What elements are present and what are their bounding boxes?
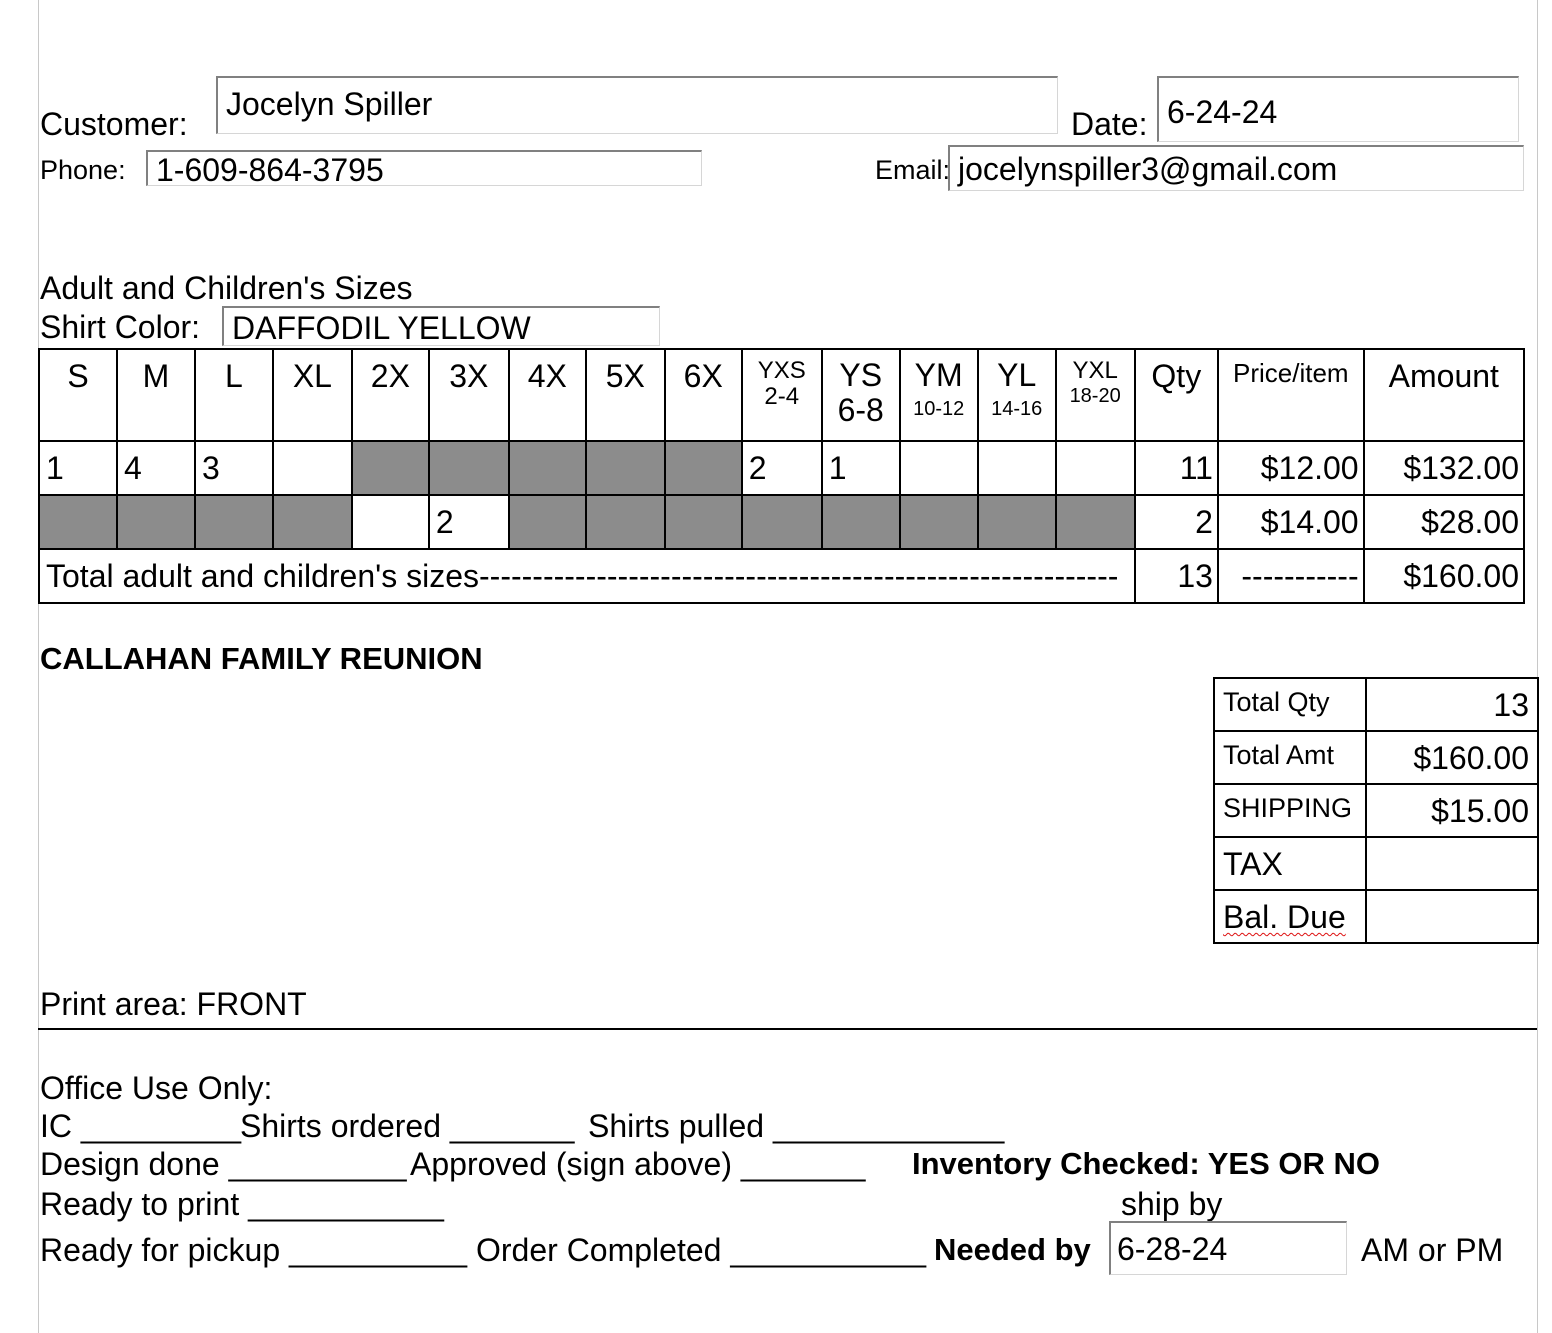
tax-value[interactable] — [1366, 837, 1538, 890]
header-price: Price/item — [1218, 349, 1364, 441]
sizes-table — [38, 348, 1525, 604]
total-row-amount: $160.00 — [1364, 549, 1524, 603]
office-ic: IC _________ — [40, 1108, 242, 1144]
header-l: L — [195, 349, 273, 441]
cell-yl[interactable] — [978, 441, 1056, 495]
email-label: Email: — [875, 155, 951, 185]
total-qty-value: 13 — [1366, 678, 1538, 731]
office-use-title: Office Use Only: — [40, 1070, 273, 1106]
cell-qty: 11 — [1135, 441, 1218, 495]
table-row — [39, 441, 1524, 495]
needed-by-field[interactable]: 6-28-24 — [1109, 1221, 1347, 1275]
section-divider — [38, 1028, 1537, 1030]
cell-yxs[interactable]: 2 — [742, 441, 822, 495]
office-ready-to-print: Ready to print ___________ — [40, 1186, 444, 1222]
cell-2x[interactable] — [352, 495, 429, 549]
cell-6x-disabled — [665, 441, 742, 495]
total-row — [39, 549, 1524, 603]
totals-row-qty — [1214, 678, 1538, 731]
cell-ym[interactable] — [900, 441, 978, 495]
sizes-header-row — [39, 349, 1524, 441]
header-xl: XL — [273, 349, 352, 441]
totals-row-tax — [1214, 837, 1538, 890]
office-inventory-checked: Inventory Checked: YES OR NO — [912, 1146, 1380, 1181]
cell-3x-disabled — [429, 441, 509, 495]
print-area: Print area: FRONT — [40, 986, 307, 1022]
cell-xl-disabled — [273, 495, 352, 549]
header-yxl — [1056, 349, 1135, 441]
tax-label: TAX — [1214, 837, 1366, 890]
cell-yxl[interactable] — [1056, 441, 1135, 495]
office-ready-for-pickup: Ready for pickup __________ — [40, 1232, 467, 1268]
cell-yl-disabled — [978, 495, 1056, 549]
cell-yxs-disabled — [742, 495, 822, 549]
cell-m-disabled — [117, 495, 195, 549]
cell-ys-disabled — [822, 495, 900, 549]
office-shirts-pulled: Shirts pulled _____________ — [588, 1108, 1005, 1144]
shirt-color-label: Shirt Color: — [40, 309, 201, 345]
total-row-qty: 13 — [1135, 549, 1218, 603]
phone-field[interactable]: 1-609-864-3795 — [146, 150, 702, 186]
header-3x: 3X — [429, 349, 509, 441]
office-order-completed: Order Completed ___________ — [476, 1232, 927, 1268]
cell-l[interactable]: 3 — [195, 441, 273, 495]
page-right-edge — [1537, 0, 1538, 1333]
bal-due-text: Bal. Due — [1223, 899, 1346, 935]
cell-4x-disabled — [509, 441, 586, 495]
design-title: CALLAHAN FAMILY REUNION — [40, 641, 483, 676]
header-6x: 6X — [665, 349, 742, 441]
cell-5x-disabled — [586, 495, 665, 549]
email-field[interactable]: jocelynspiller3@gmail.com — [948, 145, 1524, 191]
header-ym-label: YM — [914, 357, 963, 393]
header-yl-range: 14-16 — [991, 398, 1043, 421]
cell-2x-disabled — [352, 441, 429, 495]
cell-l-disabled — [195, 495, 273, 549]
header-yxl-label: YXL — [1072, 357, 1118, 384]
header-yxl-range: 18-20 — [1069, 385, 1121, 408]
needed-by-label: Needed by — [934, 1232, 1091, 1267]
header-5x: 5X — [586, 349, 665, 441]
cell-ym-disabled — [900, 495, 978, 549]
table-row — [39, 495, 1524, 549]
header-yxs-label: YXS — [757, 357, 806, 384]
totals-row-amt — [1214, 731, 1538, 784]
cell-price: $12.00 — [1218, 441, 1364, 495]
header-ys — [822, 349, 900, 441]
bal-due-value[interactable] — [1366, 890, 1538, 943]
shirt-color-field[interactable]: DAFFODIL YELLOW — [222, 306, 660, 346]
header-s: S — [39, 349, 117, 441]
totals-row-bal-due — [1214, 890, 1538, 943]
customer-label: Customer: — [40, 106, 188, 142]
page-left-edge — [38, 0, 39, 1333]
header-2x: 2X — [352, 349, 429, 441]
shipping-label: SHIPPING — [1214, 784, 1366, 837]
header-4x: 4X — [509, 349, 586, 441]
cell-xl[interactable] — [273, 441, 352, 495]
total-amt-label: Total Amt — [1214, 731, 1366, 784]
date-field[interactable]: 6-24-24 — [1157, 76, 1519, 142]
cell-yxl-disabled — [1056, 495, 1135, 549]
totals-table — [1213, 677, 1539, 944]
am-pm-label: AM or PM — [1361, 1232, 1504, 1268]
total-qty-label: Total Qty — [1214, 678, 1366, 731]
date-label: Date: — [1071, 106, 1148, 142]
office-shirts-ordered: Shirts ordered _______ — [240, 1108, 575, 1144]
sizes-section-title: Adult and Children's Sizes — [40, 270, 413, 306]
header-ys-range: 6-8 — [837, 392, 884, 429]
total-row-price: ----------- — [1218, 549, 1364, 603]
bal-due-label — [1214, 890, 1366, 943]
cell-6x-disabled — [665, 495, 742, 549]
cell-price: $14.00 — [1218, 495, 1364, 549]
cell-4x-disabled — [509, 495, 586, 549]
customer-field[interactable]: Jocelyn Spiller — [216, 76, 1058, 134]
header-yl — [978, 349, 1056, 441]
header-ys-label: YS — [839, 357, 883, 393]
header-m: M — [117, 349, 195, 441]
cell-5x-disabled — [586, 441, 665, 495]
shipping-value: $15.00 — [1366, 784, 1538, 837]
office-design-done: Design done __________ — [40, 1146, 407, 1182]
total-amt-value: $160.00 — [1366, 731, 1538, 784]
cell-3x[interactable]: 2 — [429, 495, 509, 549]
cell-m[interactable]: 4 — [117, 441, 195, 495]
cell-amount: $28.00 — [1364, 495, 1524, 549]
office-approved: Approved (sign above) _______ — [410, 1146, 866, 1182]
totals-row-shipping — [1214, 784, 1538, 837]
header-amount: Amount — [1364, 349, 1524, 441]
cell-s-disabled — [39, 495, 117, 549]
header-ym-range: 10-12 — [913, 398, 965, 421]
cell-ys[interactable]: 1 — [822, 441, 900, 495]
header-yl-label: YL — [997, 357, 1037, 393]
office-ship-by: ship by — [1121, 1186, 1223, 1222]
header-yxs-range: 2-4 — [764, 383, 800, 411]
cell-qty: 2 — [1135, 495, 1218, 549]
header-yxs — [742, 349, 822, 441]
header-qty: Qty — [1135, 349, 1218, 441]
header-ym — [900, 349, 978, 441]
total-row-label: Total adult and children's sizes------------------------------------------------------------ — [39, 549, 1135, 603]
cell-amount: $132.00 — [1364, 441, 1524, 495]
phone-label: Phone: — [40, 155, 126, 185]
cell-s[interactable]: 1 — [39, 441, 117, 495]
